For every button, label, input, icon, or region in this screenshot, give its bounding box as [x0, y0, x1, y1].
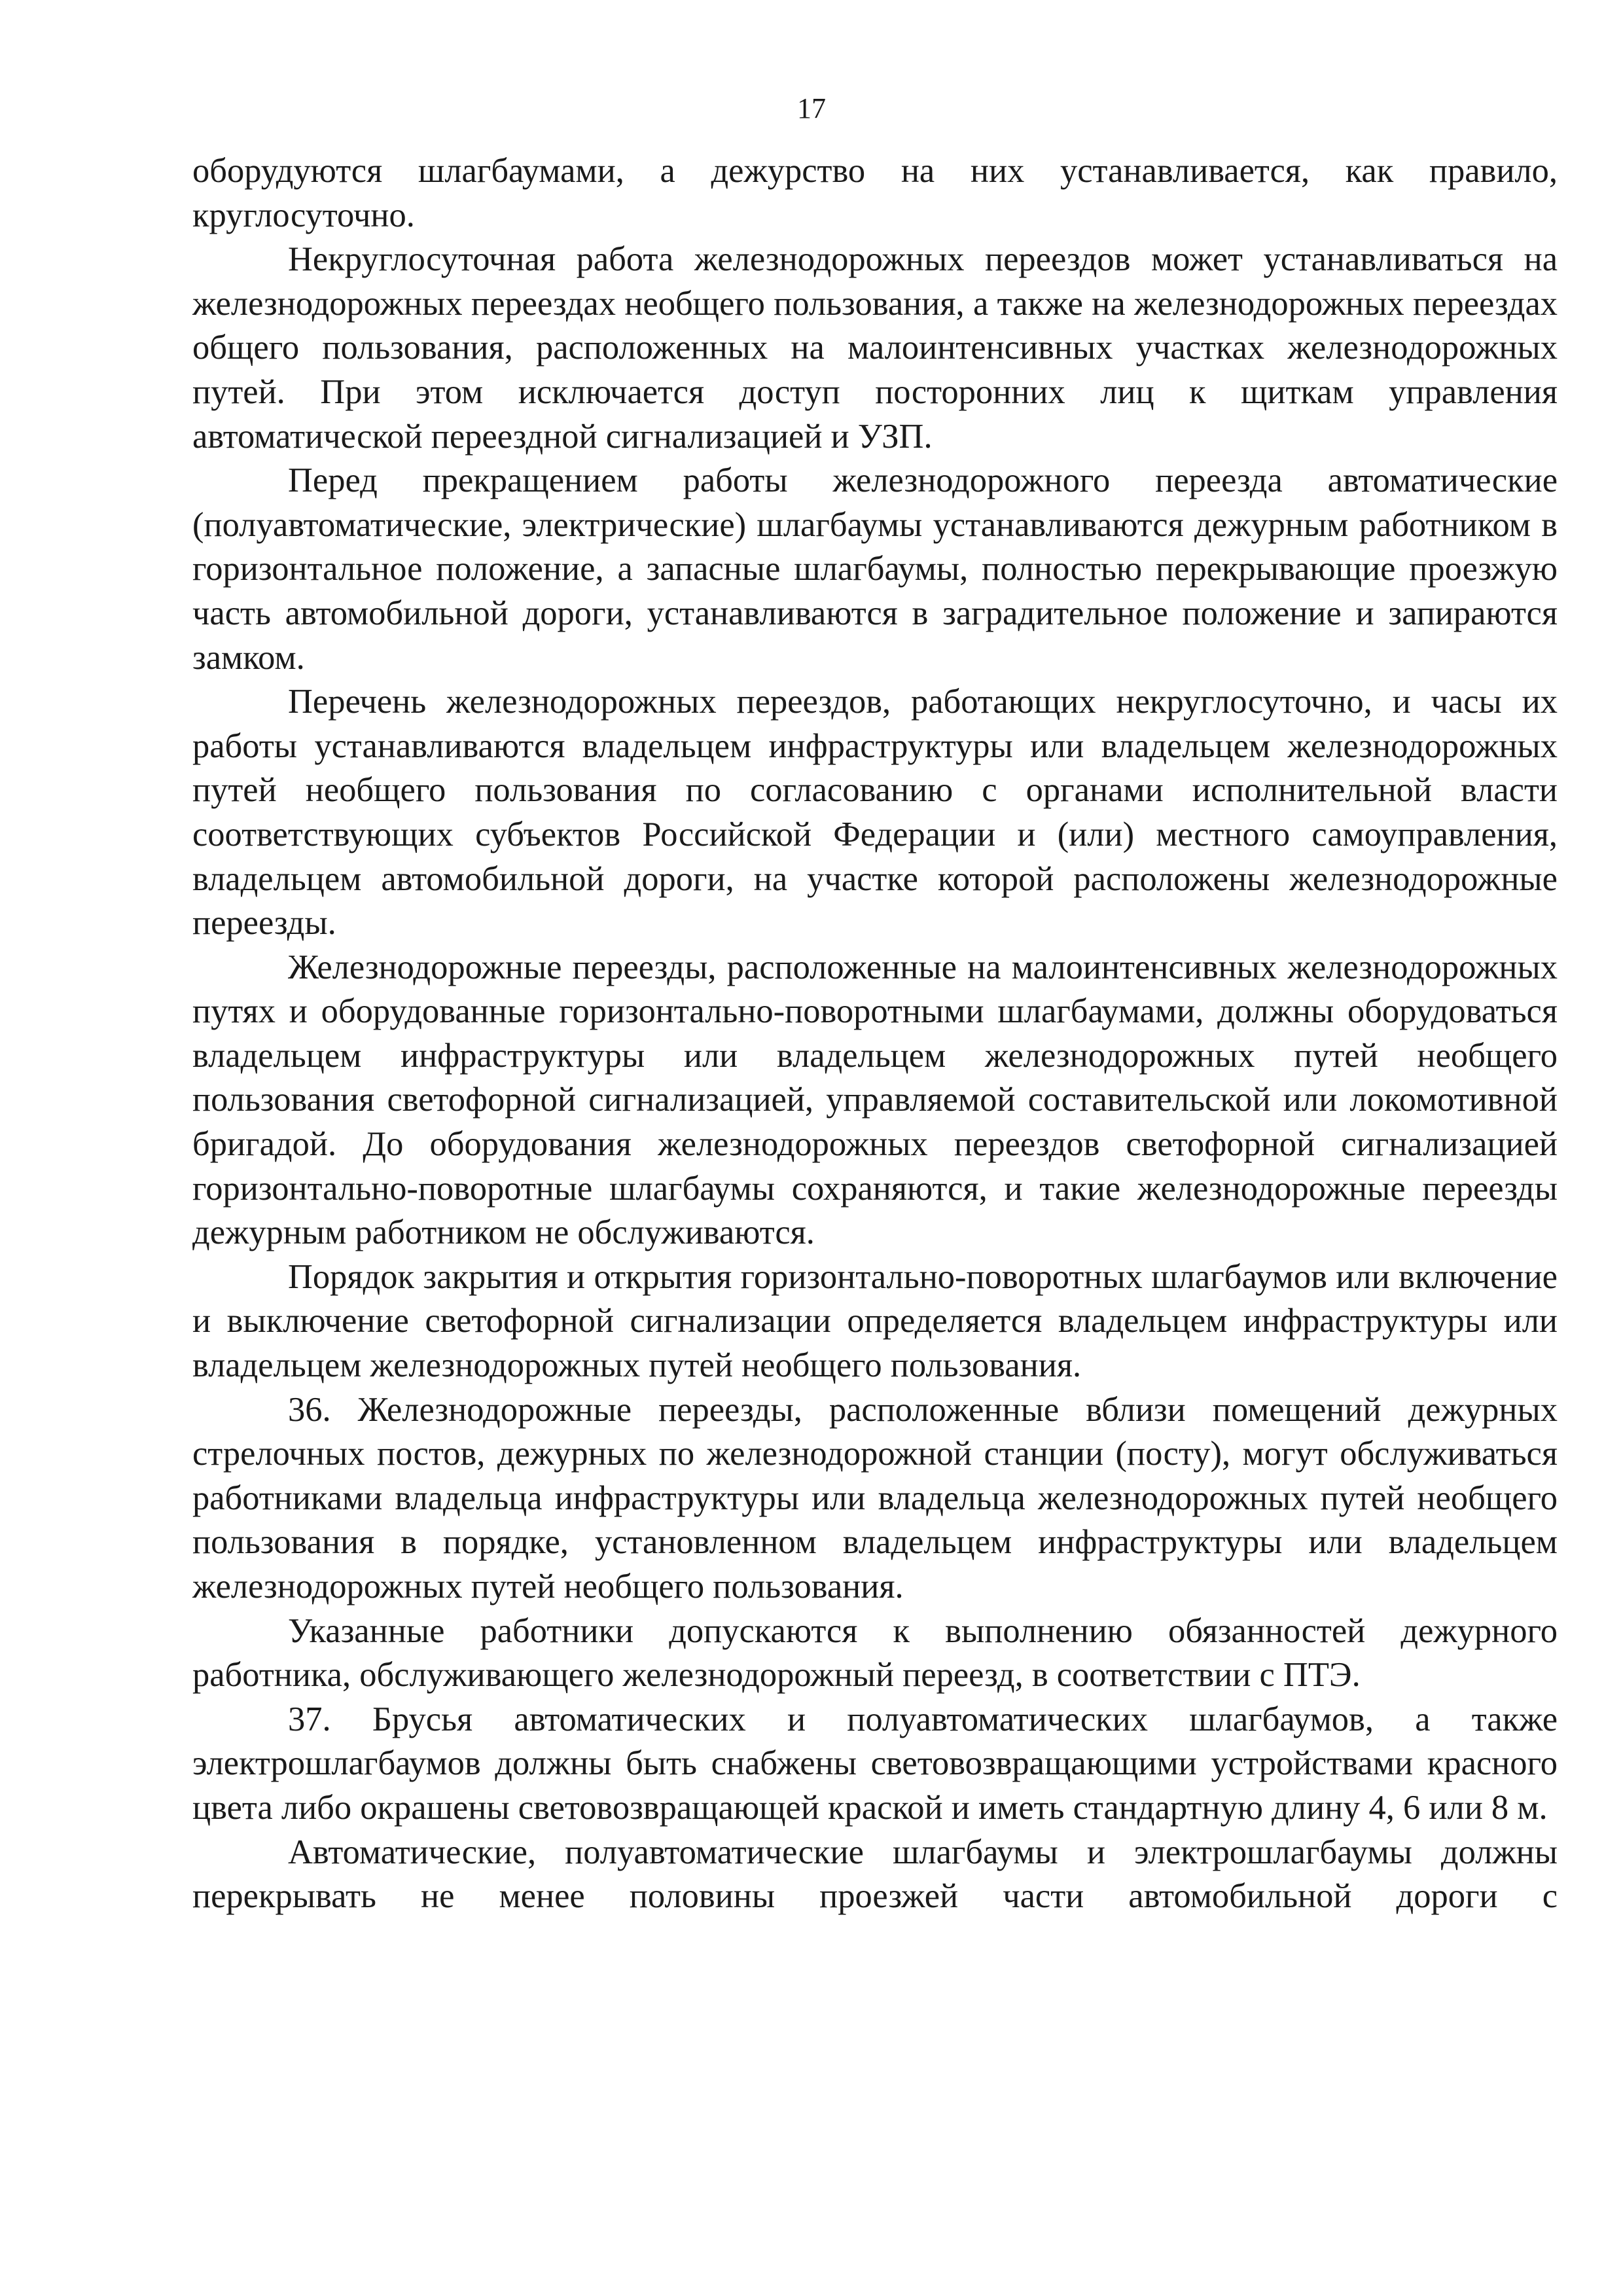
paragraph-10: Автоматические, полуавтоматические шлагбаумы и электрошлагбаумы должны перекрывать не менее половины проезжей части автомобильной дороги с	[192, 1833, 1558, 1916]
paragraph-3: Перед прекращением работы железнодорожного переезда автоматические (полуавтоматические, электрические) шлагбаумы устанавливаются дежурным работником в горизонтальное положение, а запасные шлагбаумы, полностью перекрывающие проезжую часть автомобильной дороги, устанавливаются в заградительное положение и запираются замком.	[192, 461, 1558, 677]
paragraph-7-item-36: 36. Железнодорожные переезды, расположенные вблизи помещений дежурных стрелочных постов, дежурных по железнодорожной станции (посту), могут обслуживаться работниками владельца инфраструктуры или владельца железнодорожных путей необщего пользования в порядке, установленном владельцем инфраструктуры или владельцем железнодорожных путей необщего пользования.	[192, 1390, 1558, 1605]
document-body	[192, 149, 1558, 1919]
paragraph-4: Перечень железнодорожных переездов, работающих некруглосуточно, и часы их работы устанавливаются владельцем инфраструктуры или владельцем железнодорожных путей необщего пользования по согласованию с органами исполнительной власти соответствующих субъектов Российской Федерации и (или) местного самоуправления, владельцем автомобильной дороги, на участке которой расположены железнодорожные переезды.	[192, 683, 1558, 942]
paragraph-6: Порядок закрытия и открытия горизонтально-поворотных шлагбаумов или включение и выключение светофорной сигнализации определяется владельцем инфраструктуры или владельцем железнодорожных путей необщего пользования.	[192, 1257, 1558, 1385]
page-number: 17	[797, 92, 826, 124]
paragraph-8: Указанные работники допускаются к выполнению обязанностей дежурного работника, обслуживающего железнодорожный переезд, в соответствии с ПТЭ.	[192, 1611, 1558, 1695]
paragraph-5: Железнодорожные переезды, расположенные на малоинтенсивных железнодорожных путях и оборудованные горизонтально-поворотными шлагбаумами, должны оборудоваться владельцем инфраструктуры или владельцем железнодорожных путей необщего пользования светофорной сигнализацией, управляемой составительской или локомотивной бригадой. До оборудования железнодорожных переездов светофорной сигнализацией горизонтально-поворотные шлагбаумы сохраняются, и такие железнодорожные переезды дежурным работником не обслуживаются.	[192, 948, 1558, 1252]
paragraph-1: оборудуются шлагбаумами, а дежурство на них устанавливается, как правило, круглосуточно.	[192, 152, 1558, 234]
paragraph-9-item-37: 37. Брусья автоматических и полуавтоматических шлагбаумов, а также электрошлагбаумов должны быть снабжены световозвращающими устройствами красного цвета либо окрашены световозвращающей краской и иметь стандартную длину 4, 6 или 8 м.	[192, 1700, 1558, 1827]
paragraph-2: Некруглосуточная работа железнодорожных переездов может устанавливаться на железнодорожных переездах необщего пользования, а также на железнодорожных переездах общего пользования, расположенных на малоинтенсивных участках железнодорожных путей. При этом исключается доступ посторонних лиц к щиткам управления автоматической переездной сигнализацией и УЗП.	[192, 240, 1558, 456]
